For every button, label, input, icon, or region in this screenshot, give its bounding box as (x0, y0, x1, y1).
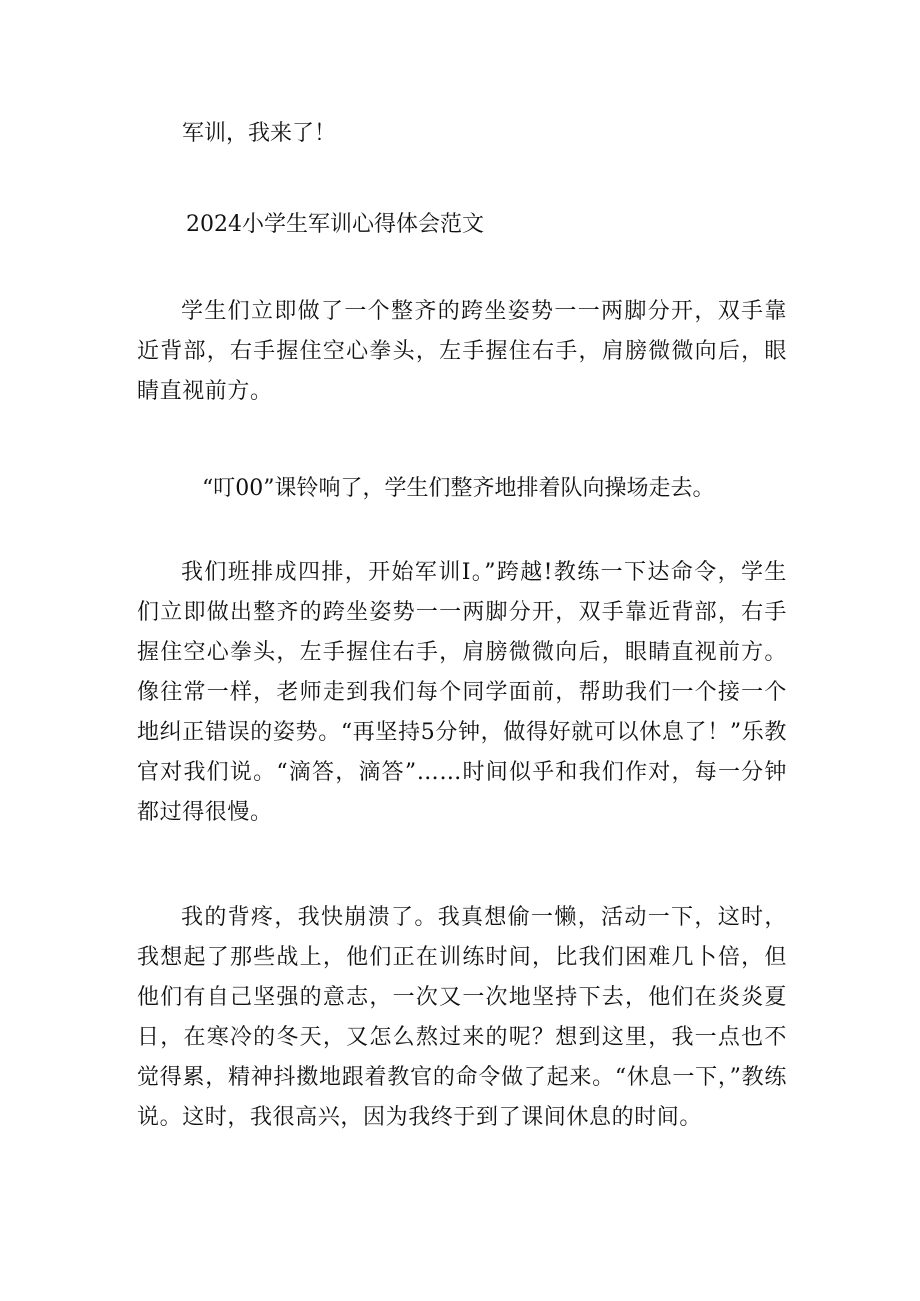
document-title: 2024小学生军训心得体会范文 (186, 212, 484, 237)
paragraph-3: 我们班排成四排，开始军训I。”跨越!教练一下达命令，学生们立即做出整齐的跨坐姿势一一两脚分开，双手靠近背部，右手握住空心拳头，左手握住右手，肩膀微微向后，眼睛直视前方。像往常一样，老师走到我们每个同学面前，帮助我们一个接一个地纠正错误的姿势。“再坚持5分钟，做得好就可以休息了！”乐教官对我们说。“滴答，滴答”……时间似乎和我们作对，每一分钟都过得很慢。 (137, 560, 787, 825)
paragraph-2: “叮00”课铃响了，学生们整齐地排着队向操场走去。 (202, 476, 715, 501)
paragraph-1: 学生们立即做了一个整齐的跨坐姿势一一两脚分开，双手靠近背部，右手握住空心拳头，左手握住右手，肩膀微微向后，眼睛直视前方。 (137, 299, 787, 404)
paragraph-4: 我的背疼，我快崩溃了。我真想偷一懒，活动一下，这时，我想起了那些战上，他们正在训练时间，比我们困难几卜倍，但他们有自己坚强的意志，一次又一次地坚持下去，他们在炎炎夏日，在寒冷的冬天，又怎么熬过来的呢？想到这里，我一点也不觉得累，精神抖擞地跟着教官的命令做了起来。“休息一下，”教练说。这时，我很高兴，因为我终于到了课间休息的时间。 (137, 905, 787, 1130)
heading: 军训，我来了！ (182, 121, 337, 146)
